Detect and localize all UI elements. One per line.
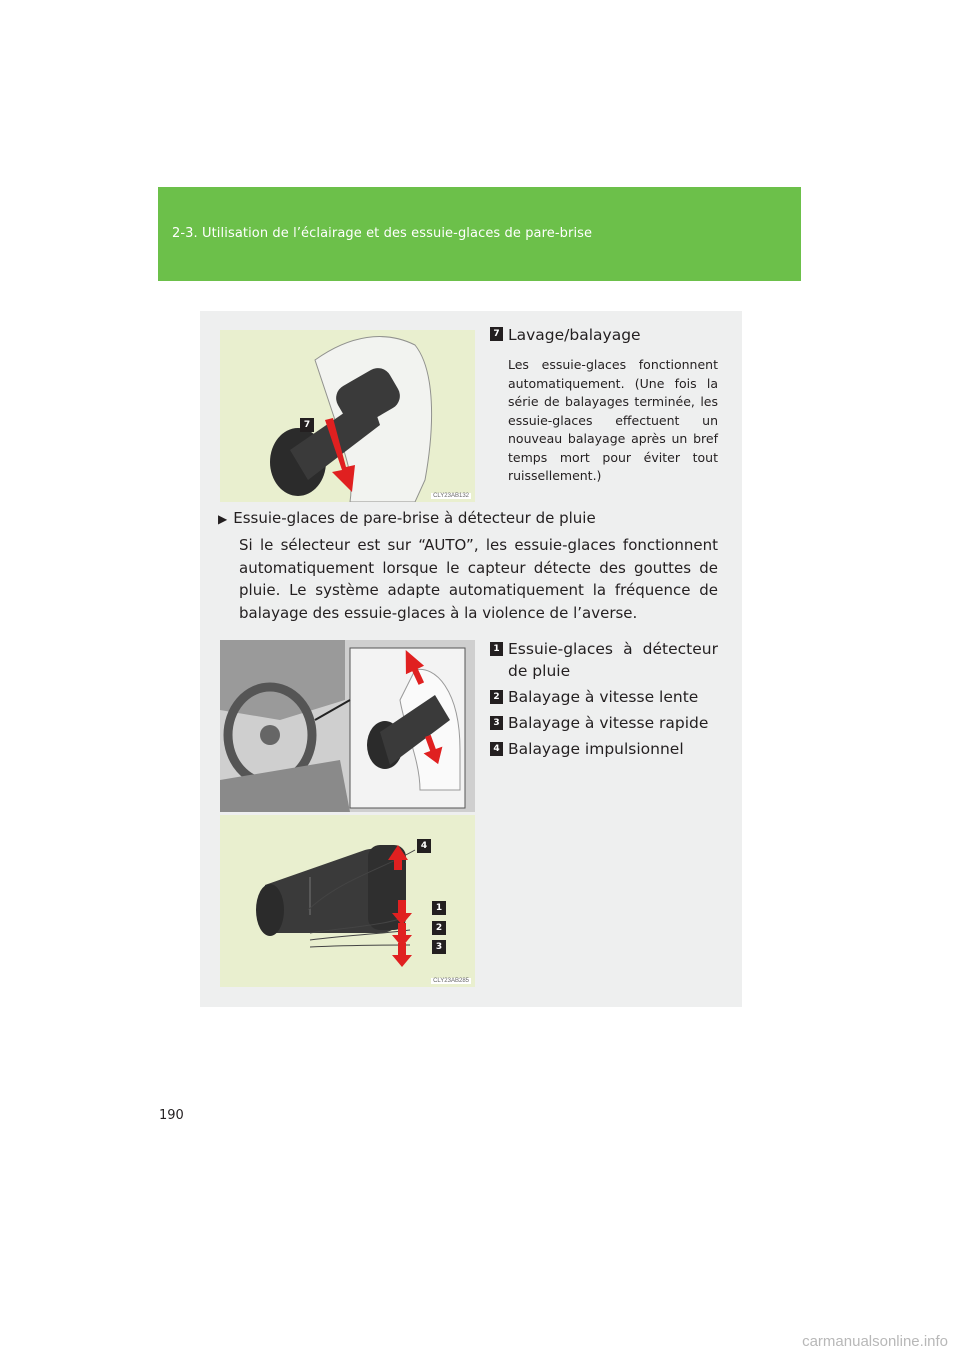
figure-callout-7: 7 — [300, 418, 314, 432]
legend-item-2: Balayage à vitesse lente — [508, 688, 699, 706]
figure-callout-1: 1 — [432, 901, 446, 915]
legend-item-1: Essuie-glaces à détecteur de pluie — [508, 640, 718, 680]
badge-2: 2 — [490, 690, 503, 704]
badge-4: 4 — [490, 742, 503, 756]
bullet-triangle-icon: ▶ — [218, 512, 228, 526]
badge-3: 3 — [490, 716, 503, 730]
badge-1: 1 — [490, 642, 503, 656]
rain-sensor-paragraph: Si le sélecteur est sur “AUTO”, les essuie-glaces fonctionnent automatiquement lorsque le capteur détecte des gouttes de pluie. Le système adapte automatiquement la fréquence de balayage des essuie-glaces à la violence de l’averse. — [239, 536, 718, 622]
figure-code: CLY23AB285 — [433, 978, 469, 984]
chapter-header-bar — [158, 187, 801, 281]
figure-callout-3: 3 — [432, 940, 446, 954]
wash-stalk-illustration — [220, 330, 475, 502]
figure-code: CLY23AB132 — [433, 493, 469, 499]
legend-item-3: Balayage à vitesse rapide — [508, 714, 709, 732]
dashboard-illustration — [220, 640, 475, 812]
legend-item-4: Balayage impulsionnel — [508, 740, 684, 758]
wash-description: Les essuie-glaces fonctionnent automatiquement. (Une fois la série de balayages terminée, les essuie-glaces effectuent un nouveau balayage après un bref temps mort pour éviter tout ruissellement.) — [508, 357, 718, 483]
watermark: carmanualsonline.info — [802, 1333, 948, 1350]
figure-dashboard-stalk — [220, 640, 475, 812]
figure-stalk-positions — [220, 815, 475, 987]
rain-sensor-heading: ▶ Essuie-glaces de pare-brise à détecteur de pluie — [218, 509, 596, 527]
wash-title: Lavage/balayage — [508, 326, 641, 344]
chapter-title: 2-3. Utilisation de l’éclairage et des essuie-glaces de pare-brise — [172, 226, 593, 241]
figure-callout-4: 4 — [417, 839, 431, 853]
figure-callout-2: 2 — [432, 921, 446, 935]
badge-7: 7 — [490, 327, 503, 341]
figure-wash-stalk — [220, 330, 475, 502]
page-number: 190 — [159, 1108, 184, 1123]
